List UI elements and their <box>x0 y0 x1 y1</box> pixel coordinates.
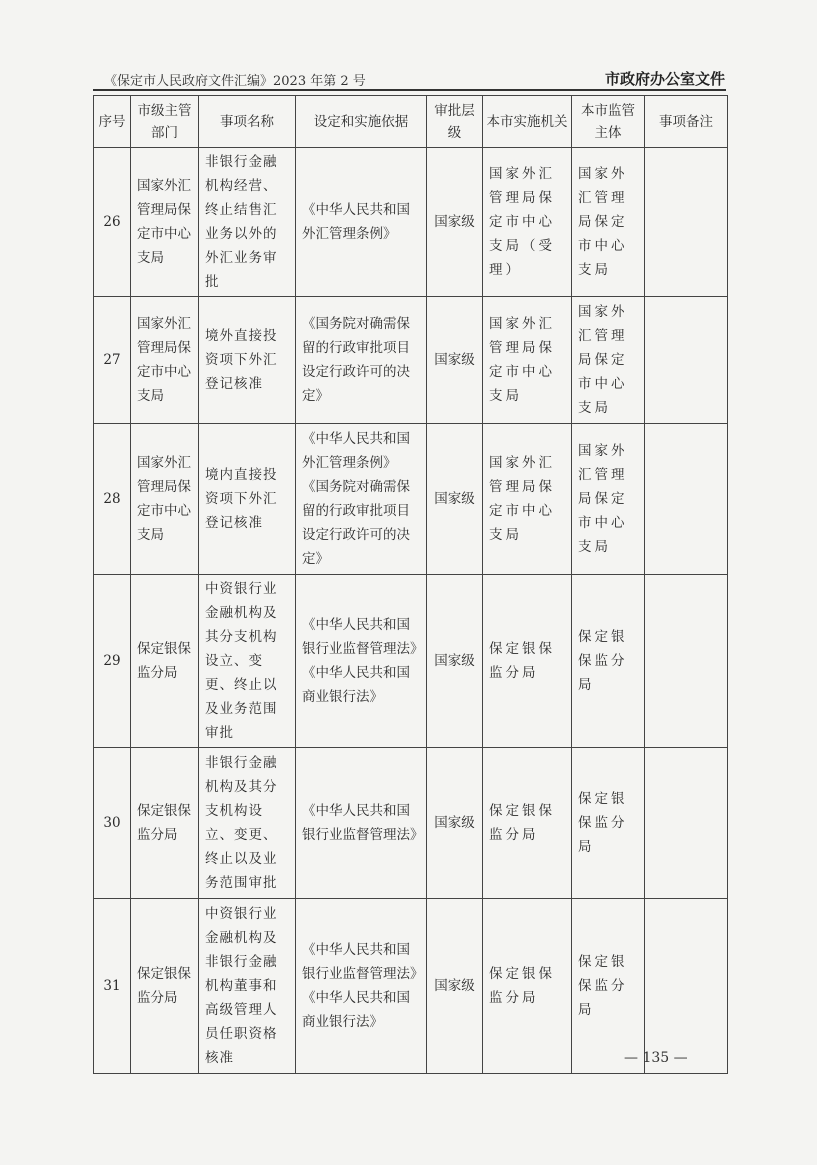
row-dept: 保定银保监分局 <box>131 748 199 899</box>
row-basis <box>296 748 427 899</box>
row-item-name: 非银行金融机构及其分支机构设立、变更、终止以及业务范围审批 <box>199 748 296 899</box>
row-item-name: 中资银行业金融机构及其分支机构设立、变更、终止以及业务范围审批 <box>199 575 296 748</box>
row-level: 国家级 <box>427 148 483 297</box>
row-note <box>645 899 728 1074</box>
row-item-name: 中资银行业金融机构及非银行金融机构董事和高级管理人员任职资格核准 <box>199 899 296 1074</box>
basis-law: 《中华人民共和国商业银行法》 <box>302 990 410 1030</box>
row-no: 26 <box>94 148 131 297</box>
row-no: 31 <box>94 899 131 1074</box>
page-number: — 135 — <box>624 1050 688 1066</box>
row-basis <box>296 575 427 748</box>
row-dept: 国家外汇管理局保定市中心支局 <box>131 424 199 575</box>
row-basis <box>296 148 427 297</box>
row-no: 30 <box>94 748 131 899</box>
row-note <box>645 575 728 748</box>
basis-law: 《中华人民共和国银行业监督管理法》 <box>302 942 424 982</box>
table-row <box>94 748 728 899</box>
row-impl-agency: 国家外汇管理局保定市中心支局 <box>483 424 572 575</box>
col-header-basis: 设定和实施依据 <box>296 96 427 148</box>
col-header-note: 事项备注 <box>645 96 728 148</box>
col-header-level: 审批层级 <box>427 96 483 148</box>
basis-law: 《国务院对确需保留的行政审批项目设定行政许可的决定》 <box>302 316 410 404</box>
row-note <box>645 424 728 575</box>
row-supervisor: 国家外汇管理局保定市中心支局 <box>572 297 645 424</box>
row-supervisor: 保定银保监分局 <box>572 899 645 1074</box>
basis-law: 《中华人民共和国银行业监督管理法》 <box>302 803 424 843</box>
basis-law: 《中华人民共和国外汇管理条例》 <box>302 431 410 471</box>
col-header-no: 序号 <box>94 96 131 148</box>
row-supervisor: 保定银保监分局 <box>572 575 645 748</box>
row-item-name: 境外直接投资项下外汇登记核准 <box>199 297 296 424</box>
basis-law: 《中华人民共和国银行业监督管理法》 <box>302 617 424 657</box>
col-header-item: 事项名称 <box>199 96 296 148</box>
row-supervisor: 国家外汇管理局保定市中心支局 <box>572 148 645 297</box>
row-no: 29 <box>94 575 131 748</box>
row-level: 国家级 <box>427 575 483 748</box>
table-row <box>94 297 728 424</box>
header-rule <box>93 89 726 91</box>
row-impl-agency: 保定银保监分局 <box>483 899 572 1074</box>
table-row <box>94 575 728 748</box>
row-impl-agency: 国家外汇管理局保定市中心支局 <box>483 297 572 424</box>
row-no: 27 <box>94 297 131 424</box>
row-basis <box>296 899 427 1074</box>
row-dept: 保定银保监分局 <box>131 899 199 1074</box>
basis-law: 《中华人民共和国外汇管理条例》 <box>302 202 410 242</box>
col-header-sup: 本市监管主体 <box>572 96 645 148</box>
row-no: 28 <box>94 424 131 575</box>
row-supervisor: 国家外汇管理局保定市中心支局 <box>572 424 645 575</box>
row-impl-agency: 国家外汇管理局保定市中心支局（受理） <box>483 148 572 297</box>
row-basis <box>296 297 427 424</box>
table-row <box>94 899 728 1074</box>
row-note <box>645 748 728 899</box>
basis-law: 《中华人民共和国商业银行法》 <box>302 665 410 705</box>
header-office-label: 市政府办公室文件 <box>604 70 725 88</box>
row-item-name: 境内直接投资项下外汇登记核准 <box>199 424 296 575</box>
table-row <box>94 148 728 297</box>
row-dept: 国家外汇管理局保定市中心支局 <box>131 148 199 297</box>
row-item-name: 非银行金融机构经营、终止结售汇业务以外的外汇业务审批 <box>199 148 296 297</box>
row-level: 国家级 <box>427 424 483 575</box>
table-row <box>94 424 728 575</box>
col-header-dept: 市级主管部门 <box>131 96 199 148</box>
basis-law: 《国务院对确需保留的行政审批项目设定行政许可的决定》 <box>302 479 410 567</box>
row-basis <box>296 424 427 575</box>
row-dept: 国家外汇管理局保定市中心支局 <box>131 297 199 424</box>
table-header-row <box>94 96 728 148</box>
row-level: 国家级 <box>427 899 483 1074</box>
col-header-impl: 本市实施机关 <box>483 96 572 148</box>
row-supervisor: 保定银保监分局 <box>572 748 645 899</box>
row-note <box>645 148 728 297</box>
row-level: 国家级 <box>427 748 483 899</box>
row-note <box>645 297 728 424</box>
approval-items-table <box>93 95 728 1074</box>
row-level: 国家级 <box>427 297 483 424</box>
row-impl-agency: 保定银保监分局 <box>483 748 572 899</box>
row-dept: 保定银保监分局 <box>131 575 199 748</box>
header-publication-title: 《保定市人民政府文件汇编》2023 年第 2 号 <box>104 74 366 89</box>
row-impl-agency: 保定银保监分局 <box>483 575 572 748</box>
